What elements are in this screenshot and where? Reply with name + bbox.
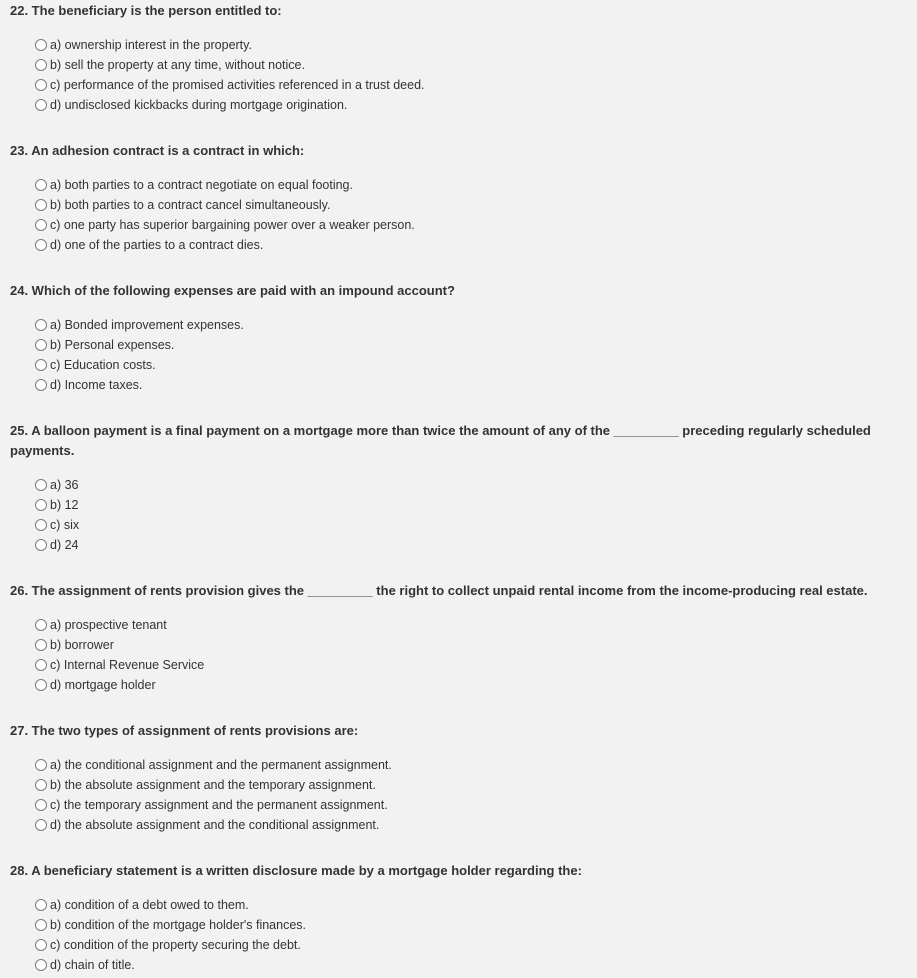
- radio-button[interactable]: [35, 959, 47, 971]
- answer-option[interactable]: b) 12: [35, 495, 79, 515]
- answer-option[interactable]: a) Bonded improvement expenses.: [35, 315, 244, 335]
- radio-button[interactable]: [35, 819, 47, 831]
- answer-option[interactable]: d) chain of title.: [35, 955, 306, 975]
- radio-button[interactable]: [35, 59, 47, 71]
- radio-button[interactable]: [35, 39, 47, 51]
- answer-option[interactable]: b) borrower: [35, 635, 204, 655]
- radio-button[interactable]: [35, 79, 47, 91]
- answer-option[interactable]: d) the absolute assignment and the conditional assignment.: [35, 815, 392, 835]
- answer-option[interactable]: c) the temporary assignment and the permanent assignment.: [35, 795, 392, 815]
- radio-button[interactable]: [35, 679, 47, 691]
- radio-button[interactable]: [35, 899, 47, 911]
- question-text: 25. A balloon payment is a final payment on a mortgage more than twice the amount of any of the _________ preceding regularly scheduled payments.: [10, 423, 871, 458]
- answer-option[interactable]: b) the absolute assignment and the temporary assignment.: [35, 775, 392, 795]
- question-text: 24. Which of the following expenses are paid with an impound account?: [10, 283, 455, 298]
- answer-option[interactable]: a) 36: [35, 475, 79, 495]
- answer-option[interactable]: a) prospective tenant: [35, 615, 204, 635]
- radio-button[interactable]: [35, 499, 47, 511]
- question-text: 22. The beneficiary is the person entitled to:: [10, 3, 282, 18]
- answer-options: [35, 315, 244, 395]
- answer-option[interactable]: d) 24: [35, 535, 79, 555]
- radio-button[interactable]: [35, 339, 47, 351]
- answer-option[interactable]: a) both parties to a contract negotiate on equal footing.: [35, 175, 415, 195]
- answer-option[interactable]: d) Income taxes.: [35, 375, 244, 395]
- radio-button[interactable]: [35, 759, 47, 771]
- answer-options: [35, 35, 425, 115]
- radio-button[interactable]: [35, 99, 47, 111]
- radio-button[interactable]: [35, 239, 47, 251]
- radio-button[interactable]: [35, 379, 47, 391]
- radio-button[interactable]: [35, 659, 47, 671]
- radio-button[interactable]: [35, 539, 47, 551]
- answer-option[interactable]: c) one party has superior bargaining power over a weaker person.: [35, 215, 415, 235]
- radio-button[interactable]: [35, 799, 47, 811]
- radio-button[interactable]: [35, 619, 47, 631]
- radio-button[interactable]: [35, 519, 47, 531]
- answer-option[interactable]: d) mortgage holder: [35, 675, 204, 695]
- radio-button[interactable]: [35, 919, 47, 931]
- radio-button[interactable]: [35, 779, 47, 791]
- answer-option[interactable]: c) performance of the promised activities referenced in a trust deed.: [35, 75, 425, 95]
- answer-option[interactable]: a) condition of a debt owed to them.: [35, 895, 306, 915]
- radio-button[interactable]: [35, 219, 47, 231]
- answer-option[interactable]: c) six: [35, 515, 79, 535]
- answer-option[interactable]: b) sell the property at any time, without notice.: [35, 55, 425, 75]
- question-text: 27. The two types of assignment of rents provisions are:: [10, 723, 359, 738]
- radio-button[interactable]: [35, 199, 47, 211]
- answer-options: [35, 175, 415, 255]
- radio-button[interactable]: [35, 319, 47, 331]
- question-text: 28. A beneficiary statement is a written disclosure made by a mortgage holder regarding the:: [10, 863, 582, 878]
- answer-option[interactable]: c) Education costs.: [35, 355, 244, 375]
- answer-option[interactable]: b) condition of the mortgage holder's finances.: [35, 915, 306, 935]
- radio-button[interactable]: [35, 639, 47, 651]
- question-text: 23. An adhesion contract is a contract in which:: [10, 143, 305, 158]
- answer-option[interactable]: d) undisclosed kickbacks during mortgage origination.: [35, 95, 425, 115]
- answer-option[interactable]: a) the conditional assignment and the permanent assignment.: [35, 755, 392, 775]
- answer-option[interactable]: c) condition of the property securing the debt.: [35, 935, 306, 955]
- answer-option[interactable]: c) Internal Revenue Service: [35, 655, 204, 675]
- answer-option[interactable]: a) ownership interest in the property.: [35, 35, 425, 55]
- answer-option[interactable]: b) Personal expenses.: [35, 335, 244, 355]
- answer-option[interactable]: b) both parties to a contract cancel simultaneously.: [35, 195, 415, 215]
- answer-options: [35, 895, 306, 975]
- radio-button[interactable]: [35, 179, 47, 191]
- radio-button[interactable]: [35, 479, 47, 491]
- radio-button[interactable]: [35, 939, 47, 951]
- radio-button[interactable]: [35, 359, 47, 371]
- question-text: 26. The assignment of rents provision gives the _________ the right to collect unpaid rental income from the income-producing real estate.: [10, 583, 868, 598]
- answer-options: [35, 615, 204, 695]
- answer-option[interactable]: d) one of the parties to a contract dies.: [35, 235, 415, 255]
- answer-options: [35, 475, 79, 555]
- answer-options: [35, 755, 392, 835]
